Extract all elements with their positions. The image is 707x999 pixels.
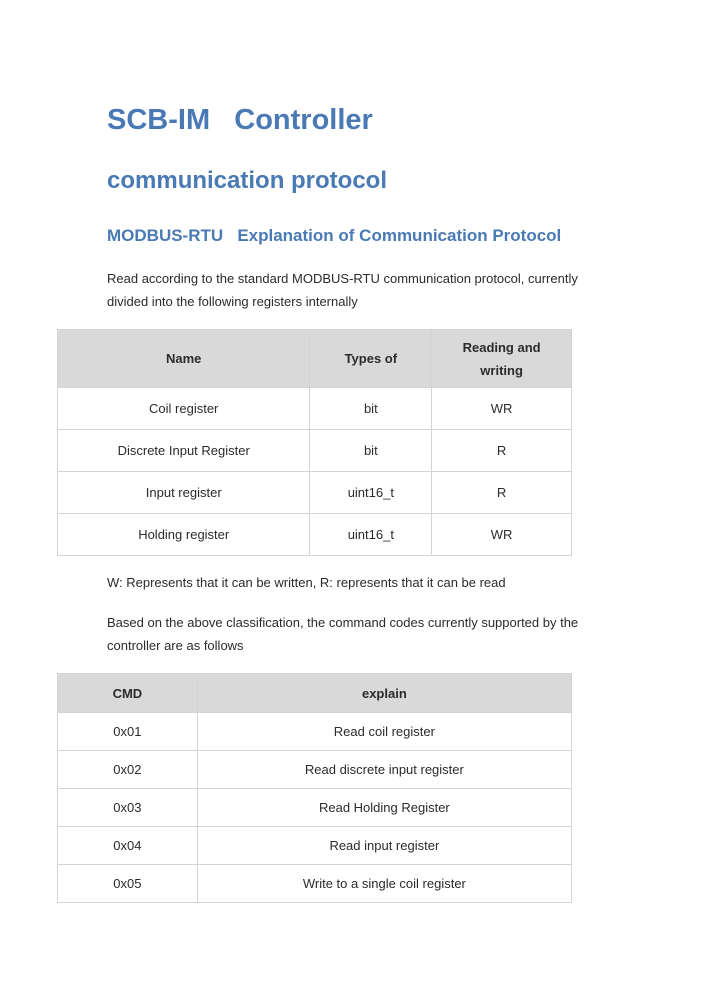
cell-access: WR (432, 514, 572, 556)
cell-explain: Read coil register (197, 713, 571, 751)
cell-explain: Read Holding Register (197, 789, 571, 827)
table-row (58, 514, 572, 556)
cell-type: bit (310, 430, 432, 472)
cell-explain: Write to a single coil register (197, 865, 571, 903)
table-header-row (58, 330, 572, 388)
cell-cmd: 0x01 (58, 713, 198, 751)
cell-cmd: 0x03 (58, 789, 198, 827)
cell-cmd: 0x02 (58, 751, 198, 789)
header-access-line: writing (480, 362, 523, 378)
table-row (58, 430, 572, 472)
header-type: Types of (310, 330, 432, 388)
document-title: SCB-IM Controller (107, 104, 373, 136)
cell-type: uint16_t (310, 514, 432, 556)
table-row (58, 865, 572, 903)
cell-name: Discrete Input Register (58, 430, 310, 472)
command-table (57, 673, 572, 903)
cell-access: R (432, 430, 572, 472)
table-row (58, 751, 572, 789)
table-row (58, 713, 572, 751)
table-row (58, 472, 572, 514)
cell-cmd: 0x04 (58, 827, 198, 865)
registers-table (57, 329, 572, 556)
section-heading: MODBUS-RTU Explanation of Communication Protocol (107, 226, 562, 245)
cell-type: uint16_t (310, 472, 432, 514)
document-subtitle: communication protocol (107, 167, 388, 194)
header-name: Name (58, 330, 310, 388)
intro-paragraph (107, 267, 607, 313)
classification-line: Based on the above classification, the command codes currently supported by the (107, 615, 579, 630)
classification-line: controller are as follows (107, 638, 244, 653)
intro-line: divided into the following registers internally (107, 294, 358, 309)
table-row (58, 789, 572, 827)
header-access-line: Reading and (462, 339, 541, 355)
cell-type: bit (310, 388, 432, 430)
cell-name: Input register (58, 472, 310, 514)
cell-name: Holding register (58, 514, 310, 556)
note-line: W: Represents that it can be written, R: represents that it can be read (107, 575, 506, 590)
intro-line: Read according to the standard MODBUS-RTU communication protocol, currently (107, 271, 578, 286)
classification-paragraph (107, 611, 607, 657)
header-explain: explain (197, 674, 571, 713)
table-row (58, 388, 572, 430)
cell-explain: Read discrete input register (197, 751, 571, 789)
cell-name: Coil register (58, 388, 310, 430)
table-header-row (58, 674, 572, 713)
header-access (432, 330, 572, 388)
cell-access: R (432, 472, 572, 514)
table-row (58, 827, 572, 865)
cell-cmd: 0x05 (58, 865, 198, 903)
header-cmd: CMD (58, 674, 198, 713)
access-note (107, 571, 607, 594)
cell-access: WR (432, 388, 572, 430)
cell-explain: Read input register (197, 827, 571, 865)
